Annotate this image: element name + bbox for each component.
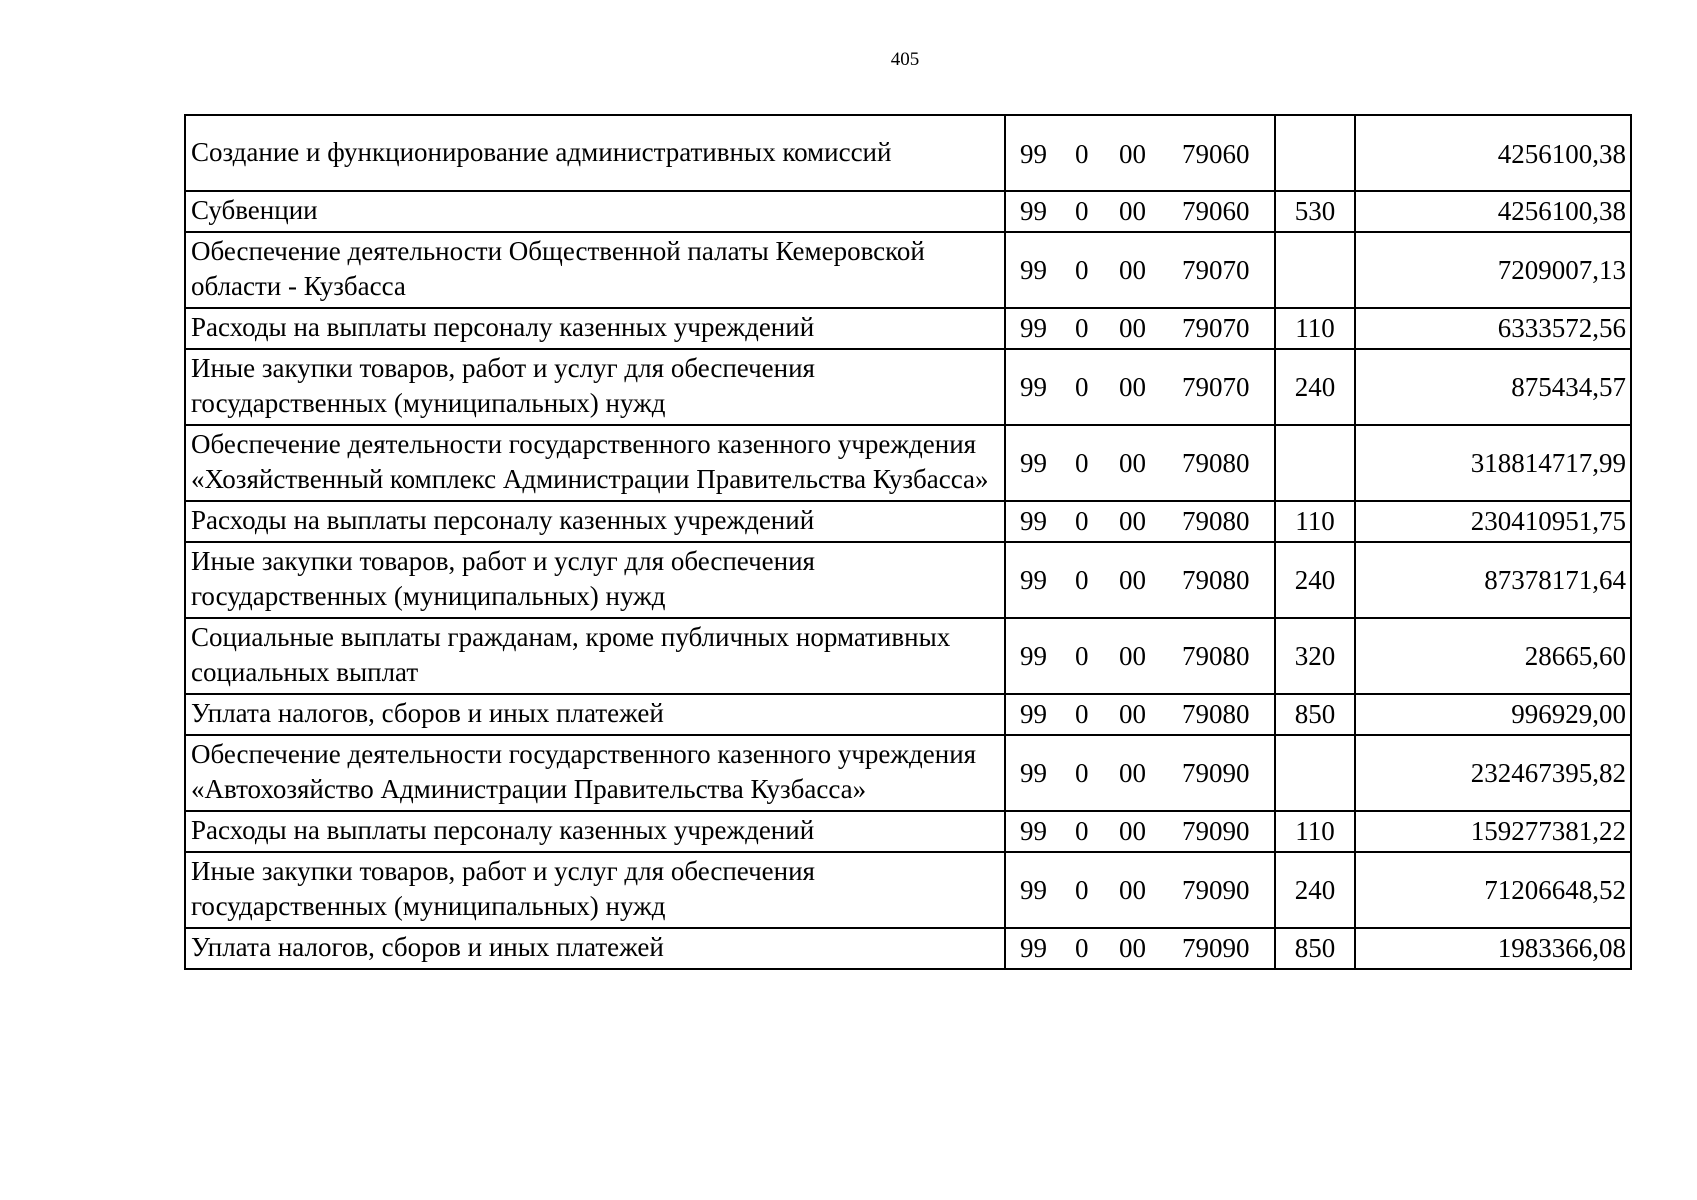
program-code: 99 <box>1020 564 1047 595</box>
direction-code: 79070 <box>1182 371 1250 402</box>
expense-type-cell: 110 <box>1275 811 1355 852</box>
table-row <box>185 232 1631 308</box>
expense-name-cell: Расходы на выплаты персоналу казенных учреждений <box>185 308 1005 349</box>
target-article-code-cell <box>1005 191 1275 232</box>
expense-type-cell: 110 <box>1275 501 1355 542</box>
direction-code: 79060 <box>1182 139 1250 169</box>
subprogram-code: 0 <box>1075 874 1089 905</box>
amount-cell: 6333572,56 <box>1355 308 1631 349</box>
program-code: 99 <box>1020 313 1047 343</box>
program-code: 99 <box>1020 816 1047 846</box>
group-code: 00 <box>1119 874 1146 905</box>
subprogram-code: 0 <box>1075 196 1089 226</box>
program-code: 99 <box>1020 447 1047 478</box>
subprogram-code: 0 <box>1075 933 1089 963</box>
group-code: 00 <box>1119 447 1146 478</box>
target-article-code <box>1020 563 1274 598</box>
group-code: 00 <box>1119 564 1146 595</box>
expense-name-cell: Уплата налогов, сборов и иных платежей <box>185 694 1005 735</box>
group-code: 00 <box>1119 506 1146 536</box>
target-article-code-cell <box>1005 501 1275 542</box>
target-article-code-cell <box>1005 232 1275 308</box>
table-row <box>185 308 1631 349</box>
subprogram-code: 0 <box>1075 139 1089 169</box>
group-code: 00 <box>1119 139 1146 169</box>
expense-name-cell: Обеспечение деятельности государственного казенного учреждения «Автохозяйство Администрации Правительства Кузбасса» <box>185 735 1005 811</box>
budget-table <box>184 114 1632 970</box>
expense-type-cell: 240 <box>1275 542 1355 618</box>
amount-cell: 232467395,82 <box>1355 735 1631 811</box>
amount-cell: 996929,00 <box>1355 694 1631 735</box>
amount-cell: 7209007,13 <box>1355 232 1631 308</box>
amount-cell: 159277381,22 <box>1355 811 1631 852</box>
amount-cell: 28665,60 <box>1355 618 1631 694</box>
expense-type-cell: 320 <box>1275 618 1355 694</box>
target-article-code-cell <box>1005 349 1275 425</box>
group-code: 00 <box>1119 196 1146 226</box>
expense-type-cell: 850 <box>1275 928 1355 969</box>
target-article-code <box>1020 446 1274 481</box>
expense-type-cell: 850 <box>1275 694 1355 735</box>
table-row <box>185 852 1631 928</box>
target-article-code <box>1020 194 1274 229</box>
table-row <box>185 501 1631 542</box>
amount-cell: 875434,57 <box>1355 349 1631 425</box>
direction-code: 79090 <box>1182 757 1250 788</box>
table-row <box>185 349 1631 425</box>
group-code: 00 <box>1119 699 1146 729</box>
expense-name-cell: Расходы на выплаты персоналу казенных учреждений <box>185 501 1005 542</box>
program-code: 99 <box>1020 933 1047 963</box>
program-code: 99 <box>1020 699 1047 729</box>
expense-name-cell: Иные закупки товаров, работ и услуг для обеспечения государственных (муниципальных) нужд <box>185 349 1005 425</box>
group-code: 00 <box>1119 933 1146 963</box>
expense-type-cell: 240 <box>1275 852 1355 928</box>
program-code: 99 <box>1020 506 1047 536</box>
expense-type-cell <box>1275 425 1355 501</box>
direction-code: 79070 <box>1182 254 1250 285</box>
group-code: 00 <box>1119 313 1146 343</box>
target-article-code <box>1020 814 1274 849</box>
amount-cell: 318814717,99 <box>1355 425 1631 501</box>
expense-name-cell: Субвенции <box>185 191 1005 232</box>
subprogram-code: 0 <box>1075 564 1089 595</box>
subprogram-code: 0 <box>1075 447 1089 478</box>
target-article-code-cell <box>1005 811 1275 852</box>
target-article-code-cell <box>1005 308 1275 349</box>
program-code: 99 <box>1020 874 1047 905</box>
table-row <box>185 425 1631 501</box>
table-row <box>185 928 1631 969</box>
direction-code: 79090 <box>1182 874 1250 905</box>
expense-name-cell: Иные закупки товаров, работ и услуг для обеспечения государственных (муниципальных) нужд <box>185 542 1005 618</box>
target-article-code-cell <box>1005 542 1275 618</box>
subprogram-code: 0 <box>1075 254 1089 285</box>
subprogram-code: 0 <box>1075 313 1089 343</box>
amount-cell: 87378171,64 <box>1355 542 1631 618</box>
expense-name-cell: Обеспечение деятельности Общественной палаты Кемеровской области - Кузбасса <box>185 232 1005 308</box>
target-article-code <box>1020 639 1274 674</box>
amount-cell: 230410951,75 <box>1355 501 1631 542</box>
target-article-code <box>1020 137 1274 172</box>
group-code: 00 <box>1119 640 1146 671</box>
direction-code: 79060 <box>1182 196 1250 226</box>
target-article-code <box>1020 311 1274 346</box>
subprogram-code: 0 <box>1075 640 1089 671</box>
amount-cell: 71206648,52 <box>1355 852 1631 928</box>
target-article-code-cell <box>1005 694 1275 735</box>
expense-name-cell: Создание и функционирование административных комиссий <box>185 115 1005 191</box>
table-row <box>185 542 1631 618</box>
expense-type-cell <box>1275 735 1355 811</box>
program-code: 99 <box>1020 139 1047 169</box>
expense-type-cell <box>1275 232 1355 308</box>
target-article-code-cell <box>1005 618 1275 694</box>
expense-type-cell: 530 <box>1275 191 1355 232</box>
amount-cell: 1983366,08 <box>1355 928 1631 969</box>
group-code: 00 <box>1119 757 1146 788</box>
program-code: 99 <box>1020 757 1047 788</box>
target-article-code-cell <box>1005 735 1275 811</box>
program-code: 99 <box>1020 254 1047 285</box>
subprogram-code: 0 <box>1075 699 1089 729</box>
subprogram-code: 0 <box>1075 757 1089 788</box>
direction-code: 79090 <box>1182 816 1250 846</box>
group-code: 00 <box>1119 816 1146 846</box>
table-row <box>185 811 1631 852</box>
direction-code: 79080 <box>1182 640 1250 671</box>
target-article-code <box>1020 756 1274 791</box>
expense-name-cell: Расходы на выплаты персоналу казенных учреждений <box>185 811 1005 852</box>
expense-type-cell <box>1275 115 1355 191</box>
program-code: 99 <box>1020 640 1047 671</box>
direction-code: 79080 <box>1182 506 1250 536</box>
subprogram-code: 0 <box>1075 371 1089 402</box>
program-code: 99 <box>1020 371 1047 402</box>
table-row <box>185 735 1631 811</box>
target-article-code-cell <box>1005 115 1275 191</box>
target-article-code <box>1020 873 1274 908</box>
group-code: 00 <box>1119 371 1146 402</box>
direction-code: 79080 <box>1182 447 1250 478</box>
direction-code: 79090 <box>1182 933 1250 963</box>
target-article-code <box>1020 504 1274 539</box>
budget-table-body <box>185 115 1631 969</box>
amount-cell: 4256100,38 <box>1355 115 1631 191</box>
target-article-code <box>1020 697 1274 732</box>
expense-name-cell: Обеспечение деятельности государственного казенного учреждения «Хозяйственный комплекс Администрации Правительства Кузбасса» <box>185 425 1005 501</box>
target-article-code <box>1020 931 1274 966</box>
direction-code: 79080 <box>1182 699 1250 729</box>
expense-name-cell: Иные закупки товаров, работ и услуг для обеспечения государственных (муниципальных) нужд <box>185 852 1005 928</box>
direction-code: 79080 <box>1182 564 1250 595</box>
expense-type-cell: 240 <box>1275 349 1355 425</box>
group-code: 00 <box>1119 254 1146 285</box>
direction-code: 79070 <box>1182 313 1250 343</box>
target-article-code <box>1020 370 1274 405</box>
table-row <box>185 115 1631 191</box>
table-row <box>185 694 1631 735</box>
page-number: 405 <box>890 49 920 70</box>
expense-type-cell: 110 <box>1275 308 1355 349</box>
target-article-code-cell <box>1005 425 1275 501</box>
target-article-code-cell <box>1005 852 1275 928</box>
program-code: 99 <box>1020 196 1047 226</box>
expense-name-cell: Уплата налогов, сборов и иных платежей <box>185 928 1005 969</box>
table-row <box>185 191 1631 232</box>
table-row <box>185 618 1631 694</box>
subprogram-code: 0 <box>1075 506 1089 536</box>
amount-cell: 4256100,38 <box>1355 191 1631 232</box>
expense-name-cell: Социальные выплаты гражданам, кроме публичных нормативных социальных выплат <box>185 618 1005 694</box>
target-article-code <box>1020 253 1274 288</box>
subprogram-code: 0 <box>1075 816 1089 846</box>
target-article-code-cell <box>1005 928 1275 969</box>
